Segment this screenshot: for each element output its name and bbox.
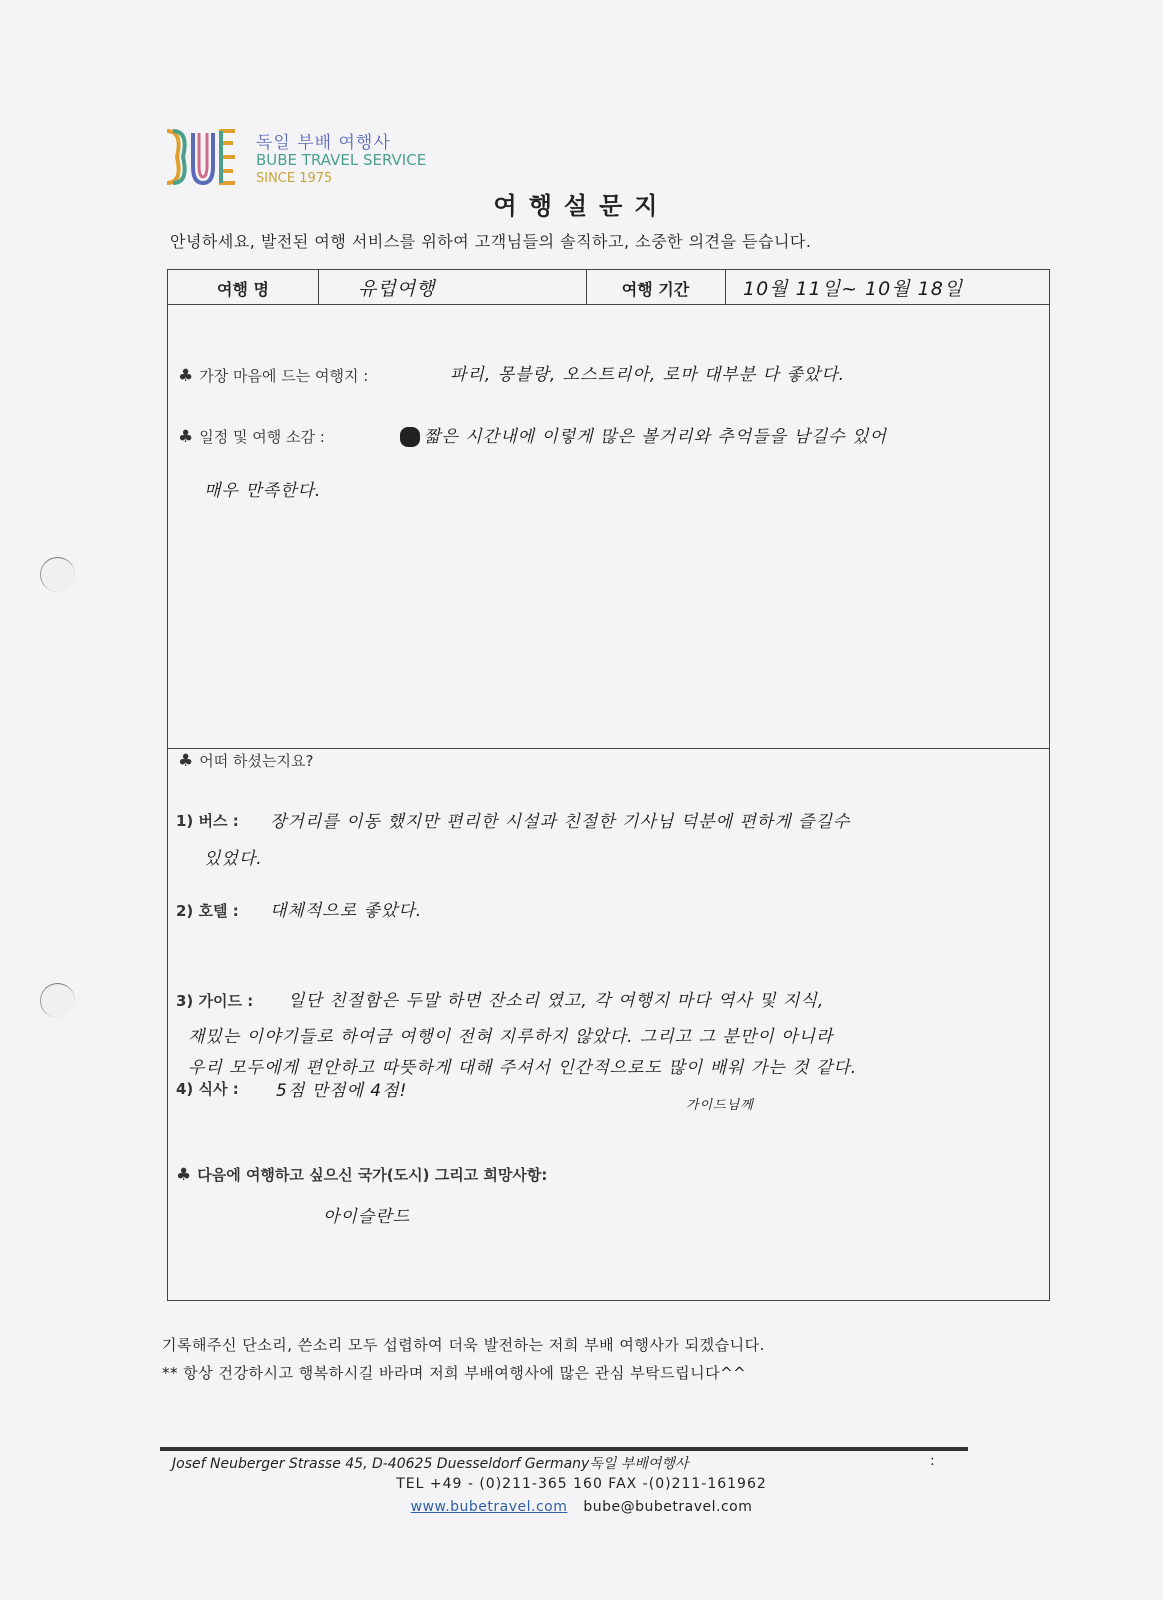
how-label: 어떠 하셨는지요? [199, 752, 314, 770]
favorite-label: 가장 마음에 드는 여행지 : [199, 367, 369, 385]
guide-insertion: 가이드님께 [686, 1098, 754, 1113]
bube-logo-icon [163, 127, 239, 187]
trip-period-label: 여행 기간 [621, 280, 690, 299]
logo-korean-name: 독일 부배 여행사 [256, 133, 391, 153]
impressions-question [178, 426, 325, 447]
guide-question [176, 990, 253, 1011]
logo-english-name: BUBE TRAVEL SERVICE [256, 151, 427, 169]
favorite-answer: 파리, 몽블랑, 오스트리아, 로마 대부분 다 좋았다. [450, 365, 846, 385]
punch-hole-lower [40, 983, 75, 1018]
footer-message-2: ** 항상 건강하시고 행복하시길 바라며 저희 부배여행사에 많은 관심 부탁드립니다^^ [162, 1364, 747, 1382]
email-text: bube@bubetravel.com [583, 1499, 753, 1515]
meal-label: 4) 식사 : [176, 1080, 239, 1098]
impressions-answer-line1 [400, 422, 887, 447]
next-answer: 아이슬란드 [323, 1207, 411, 1227]
bus-answer-line2: 있었다. [204, 849, 263, 869]
how-question [178, 750, 313, 771]
meal-question [176, 1078, 239, 1099]
impressions-answer-text: 짧은 시간내에 이렇게 많은 볼거리와 추억들을 남길수 있어 [424, 427, 887, 447]
hotel-question [176, 900, 239, 921]
footer-address: Josef Neuberger Strasse 45, D-40625 Duesseldorf Germany독일 부배여행사 [172, 1456, 689, 1472]
trip-name-label: 여행 명 [217, 280, 269, 299]
club-icon: ♣ [178, 427, 194, 447]
footer-web [0, 1499, 1163, 1515]
scribble-mark [400, 427, 420, 447]
hotel-answer: 대체적으로 좋았다. [270, 901, 423, 921]
hotel-label: 2) 호텔 : [176, 902, 239, 920]
favorite-question [178, 365, 368, 386]
trip-period-value: 10월 11일~ 10월 18일 [743, 278, 964, 300]
guide-label: 3) 가이드 : [176, 992, 254, 1010]
survey-form [167, 269, 1050, 1301]
guide-answer-line1: 일단 친절함은 두말 하면 잔소리 였고, 각 여행지 마다 역사 및 지식, [288, 991, 825, 1011]
bus-question [176, 810, 239, 831]
next-question [176, 1164, 547, 1185]
footer-address-mark: : [930, 1453, 935, 1469]
trip-name-value: 유럽여행 [358, 278, 436, 300]
page-title: 여행설문지 [493, 192, 670, 220]
guide-answer-line2: 재밌는 이야기들로 하여금 여행이 전혀 지루하지 않았다. 그리고 그 분만이 아니라 [188, 1027, 834, 1047]
meal-answer: 5점 만점에 4점! [276, 1081, 408, 1101]
bus-answer-line1: 장거리를 이동 했지만 편리한 시설과 친절한 기사님 덕분에 편하게 즐길수 [270, 812, 851, 832]
guide-answer-line3: 우리 모두에게 편안하고 따뜻하게 대해 주셔서 인간적으로도 많이 배워 가는 것 같다. [188, 1058, 858, 1078]
punch-hole-upper [40, 557, 75, 592]
impressions-label: 일정 및 여행 소감 : [199, 428, 325, 446]
club-icon: ♣ [176, 1165, 192, 1185]
footer-divider [160, 1447, 968, 1451]
club-icon: ♣ [178, 751, 194, 771]
bus-label: 1) 버스 : [176, 812, 239, 830]
footer-message-1: 기록해주신 단소리, 쓴소리 모두 섭렵하여 더욱 발전하는 저희 부배 여행사가 되겠습니다. [162, 1336, 765, 1354]
website-link[interactable]: www.bubetravel.com [410, 1499, 568, 1515]
impressions-answer-line2: 매우 만족한다. [204, 481, 322, 501]
club-icon: ♣ [178, 366, 194, 386]
logo-since: SINCE 1975 [256, 171, 333, 186]
footer-tel-fax: TEL +49 - (0)211-365 160 FAX -(0)211-161962 [396, 1476, 767, 1492]
next-label: 다음에 여행하고 싶으신 국가(도시) 그리고 희망사항: [197, 1166, 548, 1184]
intro-text: 안녕하세요, 발전된 여행 서비스를 위하여 고객님들의 솔직하고, 소중한 의견을 듣습니다. [170, 232, 812, 251]
